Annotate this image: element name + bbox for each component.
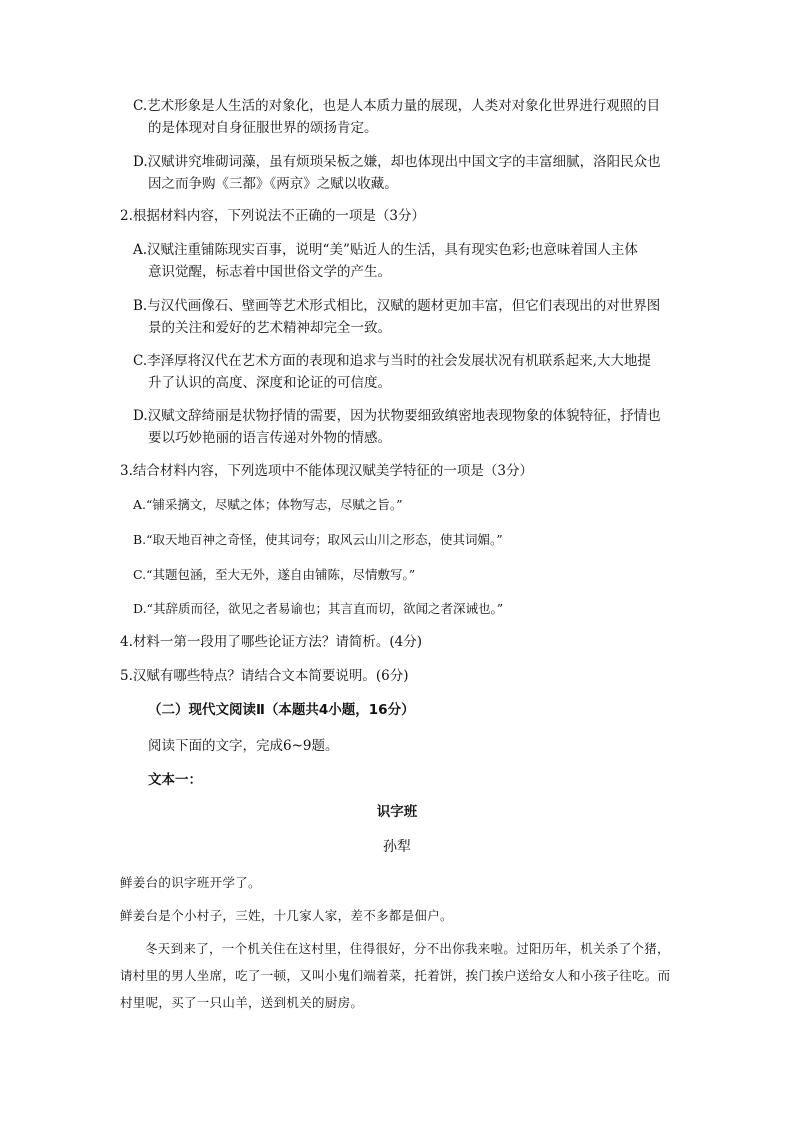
q2-option-b-line2: 景的关注和爱好的艺术精神却完全一致。: [148, 320, 391, 336]
section-instruction: 阅读下面的文字，完成6~9题。: [148, 738, 339, 754]
q2-option-a-line2: 意识觉醒，标志着中国世俗文学的产生。: [148, 264, 391, 280]
question-5: 5.汉赋有哪些特点？请结合文本简要说明。(6分): [120, 668, 409, 684]
story-paragraph-2: 鲜姜台是个小村子，三姓，十几家人家，差不多都是佃户。: [120, 908, 453, 923]
story-title: 识字班: [376, 804, 418, 820]
q3-option-a: A.“铺采摛文，尽赋之体；体物写志，尽赋之旨。”: [133, 497, 403, 512]
q1-option-c-line1: C.艺术形象是人生活的对象化，也是人本质力量的展现，人类对对象化世界进行观照的目: [133, 98, 661, 114]
story-paragraph-1: 鲜姜台的识字班开学了。: [120, 875, 261, 890]
question-2-stem: 2.根据材料内容，下列说法不正确的一项是（3分）: [120, 208, 425, 224]
q2-option-c-line2: 升了认识的高度、深度和论证的可信度。: [148, 375, 391, 391]
q3-option-d: D.“其辞质而径，欲见之者易谕也；其言直而切，欲闻之者深诫也。”: [133, 601, 504, 616]
q2-option-b-line1: B.与汉代画像石、壁画等艺术形式相比，汉赋的题材更加丰富，但它们表现出的对世界图: [133, 298, 661, 314]
section-heading: （二）现代文阅读Ⅱ（本题共4小题，16分）: [148, 702, 415, 718]
story-body: [120, 869, 680, 1016]
text-one-label: 文本一：: [148, 772, 202, 788]
q2-option-a-line1: A.汉赋注重铺陈现实百事，说明“美”贴近人的生活，具有现实色彩;也意味着国人主体: [133, 242, 638, 258]
q3-option-c: C.“其题包涵，至大无外，遂自由铺陈，尽情敷写。”: [133, 567, 416, 582]
question-4: 4.材料一第一段用了哪些论证方法？请简析。(4分): [120, 634, 423, 650]
q1-option-d-line2: 因之而争购《三都》《两京》之赋以收藏。: [148, 176, 398, 192]
story-paragraph-3: 冬天到来了，一个机关住在这村里，住得很好，分不出你我来啦。过阳历年，机关杀了个猪，请村里的男人坐席，吃了一顿，又叫小鬼们端着菜，托着饼，挨门挨户送给女人和小孩子往吃。而村里呢，买了一只山羊，送到机关的厨房。: [120, 941, 671, 1010]
q2-option-d-line1: D.汉赋文辞绮丽是状物抒情的需要，因为状物要细致缜密地表现物象的体貌特征，抒情也: [133, 408, 661, 424]
q2-option-d-line2: 要以巧妙艳丽的语言传递对外物的情感。: [148, 430, 391, 446]
story-author: 孙犁: [383, 839, 411, 855]
question-3-stem: 3.结合材料内容，下列选项中不能体现汉赋美学特征的一项是（3分）: [120, 463, 533, 479]
q2-option-c-line1: C.李泽厚将汉代在艺术方面的表现和追求与当时的社会发展状况有机联系起来,大大地提: [133, 353, 651, 369]
q1-option-c-line2: 的是体现对自身征服世界的颂扬肯定。: [148, 120, 378, 136]
q3-option-b: B.“取天地百神之奇怪，使其词夸；取风云山川之形态，使其词媚。”: [133, 532, 503, 547]
q1-option-d-line1: D.汉赋讲究堆砌词藻，虽有烦琐呆板之嫌，却也体现出中国文字的丰富细腻，洛阳民众也: [133, 154, 661, 170]
